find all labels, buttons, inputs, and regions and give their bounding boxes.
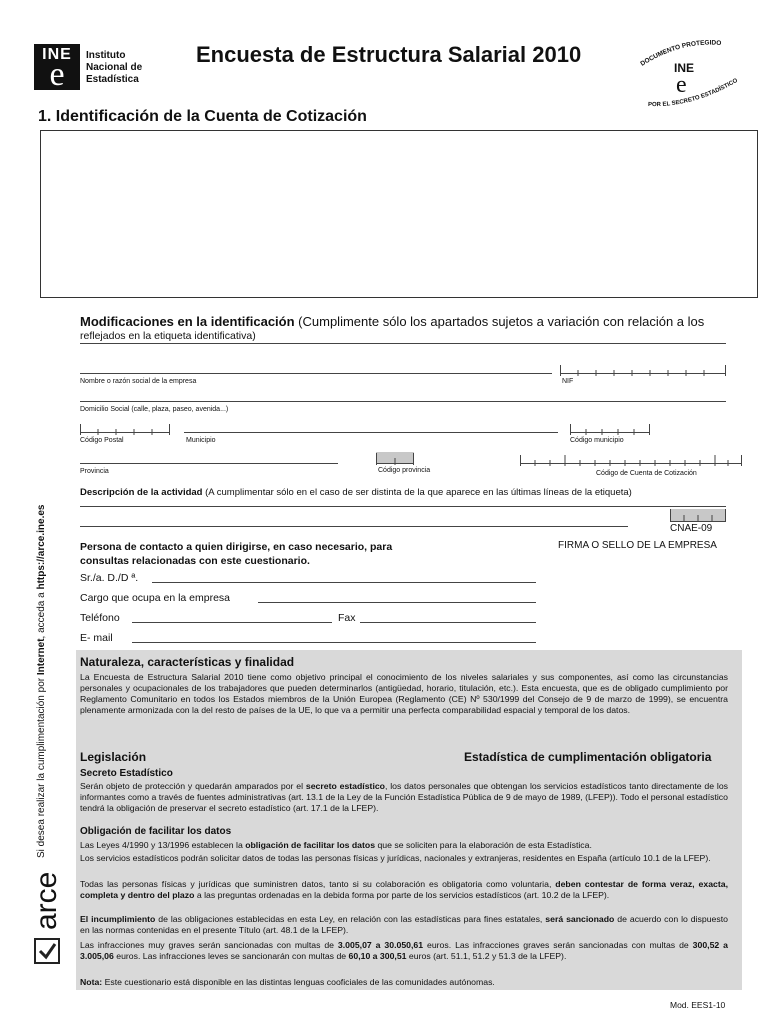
postal-code-label: Código Postal (80, 437, 124, 444)
survey-title: Encuesta de Estructura Salarial 2010 (196, 42, 582, 67)
protected-document-stamp (634, 36, 744, 110)
address-label: Domicilio Social (calle, plaza, paseo, avenida...) (80, 406, 229, 413)
institute-name-line-2: Nacional de (86, 62, 143, 73)
internet-side-note (36, 505, 47, 859)
checkmark-icon (36, 940, 58, 962)
fines-bold-2: 300,52 a 3.005,06 (80, 940, 728, 961)
breach-bold-1: El incumplimiento (80, 914, 156, 924)
account-code-field[interactable] (520, 453, 742, 464)
arce-logo-text: arce (30, 871, 63, 930)
secret-text-bold: secreto estadístico (305, 781, 385, 791)
modifications-title-bold: Modificaciones en la identificación (80, 314, 295, 329)
ine-logo (34, 44, 80, 93)
modifications-title-rest: (Cumplimente sólo los apartados sujetos a variación con relación a los (298, 314, 705, 329)
secret-text-b: , los datos personales que obtengan los servicios estadísticos tanto directamente de los informantes como a través de fuentes administrativas (art. 13.1 de la Ley de la Función Estadística Pública de 9 de mayo de 1989, (LFEP)). Todo el personal estadístico tendrá la obligación de preservar el secreto estadístico (art. 17.1 de la LFEP). (80, 781, 728, 813)
contact-name-field[interactable] (152, 582, 536, 583)
cnae-code-segments (670, 509, 726, 522)
contact-email-label: E- mail (80, 632, 113, 644)
contact-fax-field[interactable] (360, 622, 536, 623)
company-name-label: Nombre o razón social de la empresa (80, 378, 197, 385)
fines-text-c: euros. Las infracciones leves se sancionarán con multas de (113, 951, 349, 961)
contact-phone-field[interactable] (132, 622, 332, 623)
side-note-internet: Internet (36, 638, 47, 676)
nature-title: Naturaleza, características y finalidad (80, 655, 295, 669)
account-code-segments (520, 455, 742, 466)
activity-label-rest: (A cumplimentar sólo en el caso de ser distinta de la que aparece en las últimas líneas de la etiqueta) (205, 487, 632, 498)
fines-bold-1: 3.005,07 a 30.050,61 (337, 940, 424, 950)
fines-text-a: Las infracciones muy graves serán sancionadas con multas de (80, 940, 338, 950)
stamp-top-text: DOCUMENTO PROTEGIDO (639, 39, 722, 68)
persons-text (80, 879, 728, 901)
nif-segments (560, 365, 726, 376)
secret-title: Secreto Estadístico (80, 768, 173, 779)
province-code-label: Código provincia (378, 467, 431, 474)
svg-text:POR EL SECRETO ESTADÍSTICO (648, 78, 739, 108)
municipality-code-segments (570, 424, 650, 435)
section-1-heading: 1. Identificación de la Cuenta de Cotización (38, 108, 367, 125)
activity-description-label (80, 487, 632, 498)
stamp-bottom-text: POR EL SECRETO ESTADÍSTICO (647, 77, 739, 109)
activity-line-1[interactable] (80, 506, 726, 507)
note-bold: Nota: (80, 977, 103, 987)
persons-text-b: a las preguntas ordenadas en la debida forma por parte de los servicios estadísticos (art. 10.2 de la LFEP). (194, 890, 610, 900)
province-code-field[interactable] (376, 452, 414, 464)
modifications-subtitle: reflejados en la etiqueta identificativa) (80, 330, 256, 342)
institute-name-line-3: Estadística (86, 74, 139, 85)
arce-check-icon (34, 938, 60, 964)
company-name-field[interactable] (80, 373, 552, 374)
legislation-title: Legislación (80, 750, 147, 764)
side-note-url[interactable]: https://arce.ine.es (36, 504, 47, 590)
municipality-label: Municipio (186, 437, 216, 444)
cnae-label: CNAE-09 (670, 523, 713, 534)
contact-heading (80, 540, 392, 568)
persons-text-a: Todas las personas físicas y jurídicas que suministren datos, tanto si su colaboración es obligatoria como voluntaria, (80, 879, 556, 889)
province-code-segments (376, 453, 414, 465)
contact-phone-label: Teléfono (80, 612, 120, 624)
institute-name (86, 50, 142, 86)
contact-heading-line-1: Persona de contacto a quien dirigirse, en caso necesario, para (80, 541, 393, 553)
contact-name-label: Sr./a. D./D ª. (80, 572, 139, 584)
breach-text (80, 914, 728, 936)
side-note-b: , acceda a (36, 589, 47, 639)
province-field[interactable] (80, 463, 338, 464)
ine-logo-letter: e (49, 56, 65, 93)
postal-code-field[interactable] (80, 422, 170, 433)
municipality-code-field[interactable] (570, 422, 650, 433)
breach-text-a: de las obligaciones establecidas en esta Ley, en relación con las estadísticas para fines estatales, (155, 914, 546, 924)
activity-label-bold: Descripción de la actividad (80, 487, 203, 498)
breach-bold-2: será sancionado (545, 914, 615, 924)
divider (80, 343, 726, 344)
mandatory-title: Estadística de cumplimentación obligatoria (464, 750, 712, 764)
postal-code-segments (80, 424, 170, 435)
province-label: Provincia (80, 468, 109, 475)
secret-text (80, 781, 728, 814)
persons-text-bold: deben contestar de forma veraz, exacta, completa y dentro del plazo (80, 879, 728, 900)
municipality-code-label: Código municipio (570, 437, 624, 444)
address-field[interactable] (80, 401, 726, 402)
modifications-title (80, 314, 704, 329)
obligation-text-b: que se soliciten para la elaboración de esta Estadística. (375, 840, 592, 850)
ine-logo-text: INE (42, 46, 72, 63)
contact-heading-line-2: consultas relacionadas con este cuestionario. (80, 555, 310, 567)
contact-position-label: Cargo que ocupa en la empresa (80, 592, 231, 604)
municipality-field[interactable] (184, 432, 558, 433)
obligation-text-bold: obligación de facilitar los datos (245, 840, 376, 850)
obligation-text-a: Las Leyes 4/1990 y 13/1996 establecen la (80, 840, 246, 850)
nature-text: La Encuesta de Estructura Salarial 2010 tiene como objetivo principal el conocimiento de los niveles salariales y sus componentes, así como las circunstancias personales y ocupacionales de los trabajadores que pueden determinarlos (antigüedad, horario, titulación, etc.). Esta encuesta, que es de obligado cumplimiento por Reglamento Comunitario en todos los Estados miembros de la Unión Europea (Reglamento (CE) Nº 530/1999 del Consejo de 9 de marzo de 1999), se encuentra plenamente armonizada con la del resto de países de la UE, lo que va a permitir una perfecta comparabilidad espacial y temporal de los datos. (80, 672, 728, 715)
fines-text-d: euros (art. 51.1, 51.2 y 51.3 de la LFEP). (406, 951, 567, 961)
services-text: Los servicios estadísticos podrán solicitar datos de todas las personas físicas y jurídicas, nacionales y extranjeras, residentes en España (artículo 10.1 de la LFEP). (80, 853, 711, 863)
secret-text-a: Serán objeto de protección y quedarán amparados por el (80, 781, 306, 791)
activity-line-2[interactable] (80, 526, 628, 527)
obligation-title: Obligación de facilitar los datos (80, 826, 232, 837)
fines-text-b: euros. Las infracciones graves serán sancionadas con multas de (423, 940, 693, 950)
institute-name-line-1: Instituto (86, 50, 126, 61)
cnae-code-field[interactable] (670, 509, 726, 522)
stamp-mark-top: INE (674, 61, 695, 75)
stamp-mark-letter: e (676, 72, 687, 98)
account-code-label: Código de Cuenta de Cotización (596, 470, 697, 477)
fines-bold-3: 60,10 a 300,51 (348, 951, 407, 961)
breach-text-b: de acuerdo con lo dispuesto en las normas contenidas en el presente Título (art. 48.1 de la LFEP). (80, 914, 728, 935)
fines-text (80, 940, 728, 962)
obligation-text (80, 840, 728, 851)
signature-label: FIRMA O SELLO DE LA EMPRESA (558, 540, 717, 551)
stamp-graphic (634, 36, 744, 110)
contact-position-field[interactable] (258, 602, 536, 603)
account-identification-box[interactable] (40, 130, 758, 298)
note-text (80, 977, 728, 988)
contact-email-field[interactable] (132, 642, 536, 643)
side-note-a: Si desea realizar la cumplimentación por (36, 675, 47, 858)
contact-fax-label: Fax (338, 612, 356, 624)
note-body: Este cuestionario está disponible en las distintas lenguas cooficiales de las comunidades autónomas. (102, 977, 495, 987)
nif-label: NIF (562, 378, 574, 385)
model-reference: Mod. EES1-10 (670, 1000, 726, 1010)
nif-field[interactable] (560, 363, 726, 374)
